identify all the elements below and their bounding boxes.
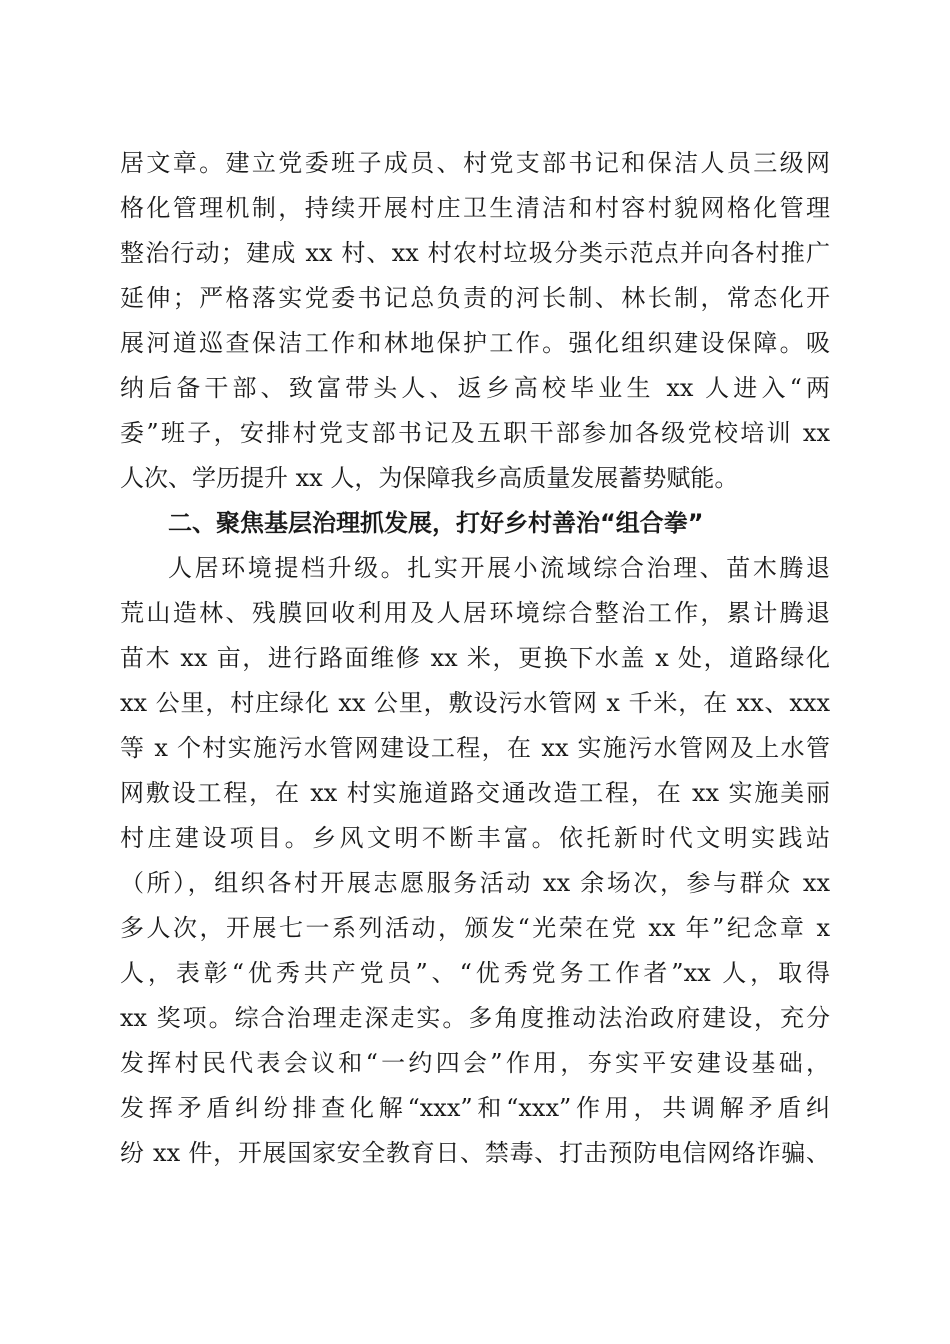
text-line: 人居环境提档升级。扎实开展小流域综合治理、苗木腾退 [168,554,830,582]
text-line: 居文章。建立党委班子成员、村党支部书记和保洁人员三级网 [120,149,830,177]
text-line: 整治行动；建成 xx 村、xx 村农村垃圾分类示范点并向各村推广 [120,239,830,267]
text-line: xx 公里，村庄绿化 xx 公里，敷设污水管网 x 千米，在 xx、xxx [120,689,830,717]
text-line: 委”班子，安排村党支部书记及五职干部参加各级党校培训 xx [120,419,830,447]
text-line: 网敷设工程，在 xx 村实施道路交通改造工程，在 xx 实施美丽 [120,779,830,807]
text-line: xx 奖项。综合治理走深走实。多角度推动法治政府建设，充分 [120,1004,830,1032]
text-line: 纷 xx 件，开展国家安全教育日、禁毒、打击预防电信网络诈骗、 [120,1139,830,1167]
text-line: 纳后备干部、致富带头人、返乡高校毕业生 xx 人进入“两 [120,374,830,402]
text-line: 人次、学历提升 xx 人，为保障我乡高质量发展蓄势赋能。 [120,464,739,492]
text-line: 展河道巡查保洁工作和林地保护工作。强化组织建设保障。吸 [120,329,830,357]
section-heading: 二、聚焦基层治理抓发展，打好乡村善治“组合拳” [168,509,704,537]
text-line: 格化管理机制，持续开展村庄卫生清洁和村容村貌网格化管理 [120,194,830,222]
text-line: 发挥村民代表会议和“一约四会”作用，夯实平安建设基础， [120,1049,830,1077]
text-line: （所），组织各村开展志愿服务活动 xx 余场次，参与群众 xx [120,869,830,897]
text-line: 苗木 xx 亩，进行路面维修 xx 米，更换下水盖 x 处，道路绿化 [120,644,830,672]
text-line: 等 x 个村实施污水管网建设工程，在 xx 实施污水管网及上水管 [120,734,830,762]
text-line: 延伸；严格落实党委书记总负责的河长制、林长制，常态化开 [120,284,830,312]
text-line: 人，表彰“优秀共产党员”、“优秀党务工作者”xx 人，取得 [120,959,830,987]
text-line: 村庄建设项目。乡风文明不断丰富。依托新时代文明实践站 [120,824,830,852]
text-line: 发挥矛盾纠纷排查化解“xxx”和“xxx”作用，共调解矛盾纠 [120,1094,830,1122]
text-line: 荒山造林、残膜回收利用及人居环境综合整治工作，累计腾退 [120,599,830,627]
text-line: 多人次，开展七一系列活动，颁发“光荣在党 xx 年”纪念章 x [120,914,830,942]
